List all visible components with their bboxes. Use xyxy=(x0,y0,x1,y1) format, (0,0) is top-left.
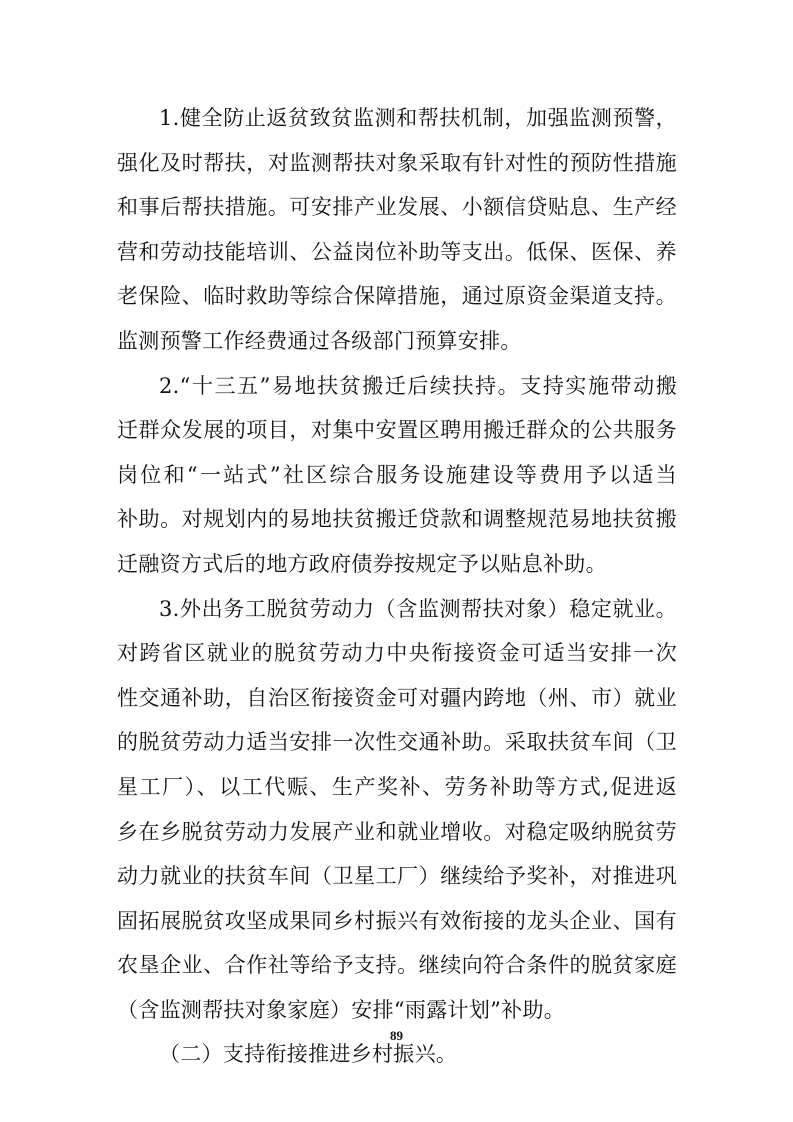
paragraph-3-line-6: 乡在乡脱贫劳动力发展产业和就业增收。对稳定吸纳脱贫劳 xyxy=(117,819,677,844)
paragraph-2-line-5: 迁融资方式后的地方政府债券按规定予以贴息补助。 xyxy=(117,551,607,576)
paragraph-3-line-2: 对跨省区就业的脱贫劳动力中央衔接资金可适当安排一次 xyxy=(117,641,677,666)
paragraph-2-line-2: 迁群众发展的项目，对集中安置区聘用搬迁群众的公共服务 xyxy=(117,418,677,443)
paragraph-1-line-1: 1.健全防止返贫致贫监测和帮扶机制，加强监测预警， xyxy=(159,106,677,130)
paragraph-1-line-5: 老保险、临时救助等综合保障措施，通过原资金渠道支持。 xyxy=(117,284,677,309)
section-heading: （二）支持衔接推进乡村振兴。 xyxy=(159,1042,458,1067)
paragraph-2-line-1: 2.“十三五”易地扶贫搬迁后续扶持。支持实施带动搬 xyxy=(159,373,677,398)
paragraph-3-line-7: 动力就业的扶贫车间（卫星工厂）继续给予奖补，对推进巩 xyxy=(117,864,677,889)
paragraph-1-line-2: 强化及时帮扶，对监测帮扶对象采取有针对性的预防性措施 xyxy=(117,150,677,175)
paragraph-2-line-4: 补助。对规划内的易地扶贫搬迁贷款和调整规范易地扶贫搬 xyxy=(117,507,677,532)
page-number: 89 xyxy=(390,1028,403,1043)
paragraph-3-line-8: 固拓展脱贫攻坚成果同乡村振兴有效衔接的龙头企业、国有 xyxy=(117,908,677,933)
paragraph-2-line-3: 岗位和“一站式”社区综合服务设施建设等费用予以适当 xyxy=(117,462,677,487)
paragraph-3-line-9: 农垦企业、合作社等给予支持。继续向符合条件的脱贫家庭 xyxy=(117,953,677,978)
paragraph-3-line-3: 性交通补助，自治区衔接资金可对疆内跨地（州、市）就业 xyxy=(117,685,677,710)
paragraph-3-line-4: 的脱贫劳动力适当安排一次性交通补助。采取扶贫车间（卫 xyxy=(117,730,677,755)
body-text xyxy=(117,96,677,1077)
paragraph-3-line-1: 3.外出务工脱贫劳动力（含监测帮扶对象）稳定就业。 xyxy=(159,596,677,621)
paragraph-1-line-6: 监测预警工作经费通过各级部门预算安排。 xyxy=(117,328,522,353)
paragraph-1-line-3: 和事后帮扶措施。可安排产业发展、小额信贷贴息、生产经 xyxy=(117,195,677,220)
paragraph-3-line-5: 星工厂）、以工代赈、生产奖补、劳务补助等方式,促进返 xyxy=(117,774,677,799)
paragraph-3-line-10: （含监测帮扶对象家庭）安排“雨露计划”补助。 xyxy=(117,997,566,1022)
paragraph-1-line-4: 营和劳动技能培训、公益岗位补助等支出。低保、医保、养 xyxy=(117,239,677,264)
